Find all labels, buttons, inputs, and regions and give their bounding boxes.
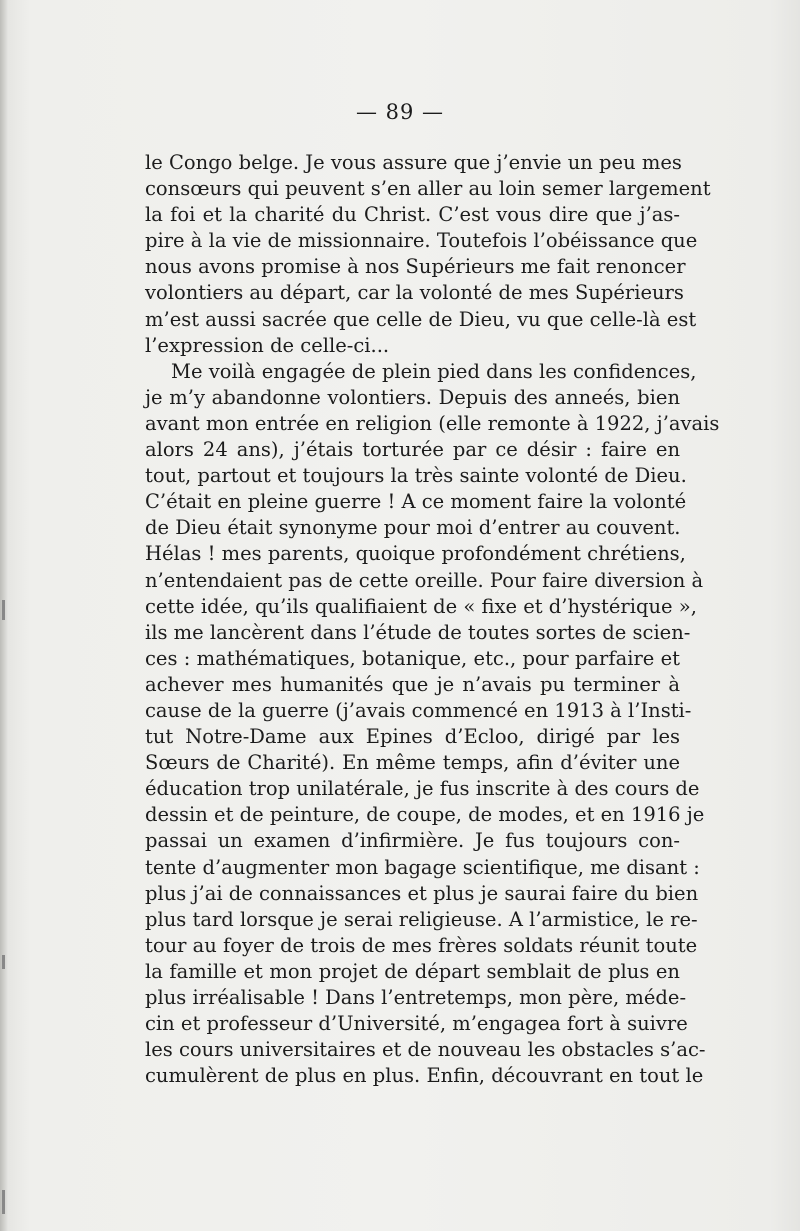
margin-mark (2, 600, 5, 620)
text-line: tout, partout et toujours la très sainte volonté de Dieu. (145, 464, 687, 488)
text-line: consœurs qui peuvent s’en aller au loin semer largement (145, 177, 711, 201)
text-line: la famille et mon projet de départ semblait de plus en (145, 959, 680, 983)
text-line: l’expression de celle-ci... (145, 333, 390, 357)
text-line: la foi et la charité du Christ. C’est vous dire que j’as- (145, 203, 680, 227)
text-line: ces : mathématiques, botanique, etc., pour parfaire et (145, 646, 680, 670)
text-line: tour au foyer de trois de mes frères soldats réunit toute (145, 933, 698, 957)
text-line: achever mes humanités que je n’avais pu terminer à (145, 672, 680, 696)
text-line: ils me lancèrent dans l’étude de toutes sortes de scien- (145, 620, 691, 644)
page-number: — 89 — (355, 100, 445, 124)
text-line: cin et professeur d’Université, m’engagea fort à suivre (145, 1012, 688, 1036)
text-line: m’est aussi sacrée que celle de Dieu, vu que celle-là est (145, 307, 697, 331)
text-line: alors 24 ans), j’étais torturée par ce désir : faire en (145, 438, 680, 462)
text-line: n’entendaient pas de cette oreille. Pour faire diversion à (145, 568, 704, 592)
text-line: avant mon entrée en religion (elle remonte à 1922, j’avais (145, 411, 720, 435)
text-line: de Dieu était synonyme pour moi d’entrer au couvent. (145, 516, 681, 540)
text-line: éducation trop unilatérale, je fus inscrite à des cours de (145, 777, 700, 801)
margin-mark (2, 955, 5, 969)
text-line: Me voilà engagée de plein pied dans les confidences, (171, 359, 697, 383)
text-line: je m’y abandonne volontiers. Depuis des anneés, bien (145, 385, 680, 409)
text-line: tente d’augmenter mon bagage scientifique, me disant : (145, 855, 700, 879)
text-line: passai un examen d’infirmière. Je fus toujours con- (145, 829, 680, 853)
text-line: plus j’ai de connaissances et plus je saurai faire du bien (145, 881, 699, 905)
body-text (145, 150, 720, 1089)
text-line: dessin et de peinture, de coupe, de modes, et en 1916 je (145, 803, 705, 827)
text-line: le Congo belge. Je vous assure que j’envie un peu mes (145, 151, 682, 174)
text-line: nous avons promise à nos Supérieurs me fait renoncer (145, 255, 686, 279)
text-line: C’était en pleine guerre ! A ce moment faire la volonté (145, 490, 687, 514)
text-line: Hélas ! mes parents, quoique profondément chrétiens, (145, 542, 686, 566)
text-line: tut Notre-Dame aux Epines d’Ecloo, dirigé par les (145, 725, 680, 749)
text-line: plus tard lorsque je serai religieuse. A l’armistice, le re- (145, 907, 698, 931)
text-line: plus irréalisable ! Dans l’entretemps, mon père, méde- (145, 986, 687, 1009)
text-line: Sœurs de Charité). En même temps, afin d’éviter une (145, 751, 680, 775)
text-line: pire à la vie de missionnaire. Toutefois l’obéissance que (145, 229, 698, 253)
text-line: les cours universitaires et de nouveau les obstacles s’ac- (145, 1038, 706, 1062)
text-line: volontiers au départ, car la volonté de mes Supérieurs (145, 281, 684, 305)
margin-mark (2, 1190, 5, 1214)
text-line: cumulèrent de plus en plus. Enfin, découvrant en tout le (145, 1064, 704, 1088)
text-line: cette idée, qu’ils qualifiaient de « fixe et d’hystérique », (145, 594, 697, 618)
text-line: cause de la guerre (j’avais commencé en 1913 à l’Insti- (145, 698, 692, 722)
